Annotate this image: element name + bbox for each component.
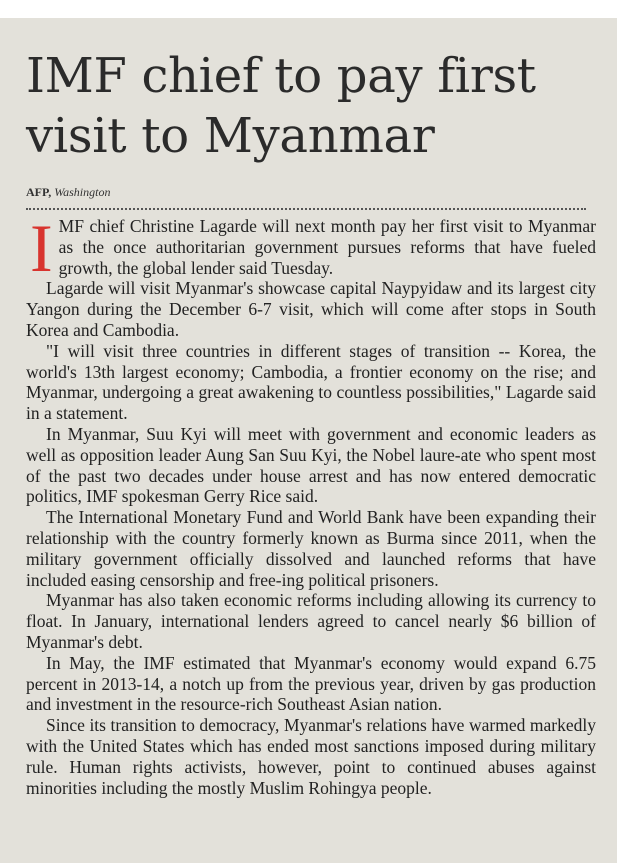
paragraph-4: In Myanmar, Suu Kyi will meet with government and economic leaders as well as opposition leader Aung San Suu Kyi, the Nobel laure-ate who spent most of the past two decades under house arrest and has now entered democratic politics, IMF spokesman Gerry Rice said. — [26, 423, 596, 507]
byline-place: Washington — [54, 185, 111, 199]
headline: IMF chief to pay first visit to Myanmar — [26, 48, 536, 164]
dotted-divider — [26, 208, 586, 210]
drop-cap: I — [30, 210, 53, 286]
paragraph-5: The International Monetary Fund and World Bank have been expanding their relationship with the country formerly known as Burma since 2011, when the military government officially dissolved and launched reforms that have included easing censorship and free-ing political prisoners. — [26, 507, 596, 590]
paragraph-6: Myanmar has also taken economic reforms including allowing its currency to float. In January, international lenders agreed to cancel nearly $6 billion of Myanmar's debt. — [26, 590, 596, 652]
news-clipping — [0, 18, 617, 863]
paragraph-2: Lagarde will visit Myanmar's showcase capital Naypyidaw and its largest city Yangon during the December 6-7 visit, which will come after stops in South Korea and Cambodia. — [26, 278, 596, 340]
paragraph-3: "I will visit three countries in different stages of transition -- Korea, the world's 13th largest economy; Cambodia, a frontier economy on the rise; and Myanmar, undergoing a great awakening to countless possibilities," Lagarde said in a statement. — [26, 340, 596, 424]
paragraph-7: In May, the IMF estimated that Myanmar's economy would expand 6.75 percent in 2013-14, a notch up from the previous year, driven by gas production and investment in the resource-rich Southeast Asian nation. — [26, 652, 596, 715]
paragraph-8: Since its transition to democracy, Myanmar's relations have warmed markedly with the United States which has ended most sanctions imposed during military rule. Human rights activists, however, point to continued abuses against minorities including the mostly Muslim Rohingya people. — [26, 715, 596, 798]
byline-agency: AFP, — [26, 185, 52, 199]
paragraph-1 — [26, 210, 596, 286]
article-body — [26, 210, 596, 798]
byline — [26, 184, 603, 200]
paragraph-1-text: MF chief Christine Lagarde will next month pay her first visit to Myanmar as the once authoritarian government pursues reforms that have fueled growth, the global lender said Tuesday. — [58, 216, 596, 278]
